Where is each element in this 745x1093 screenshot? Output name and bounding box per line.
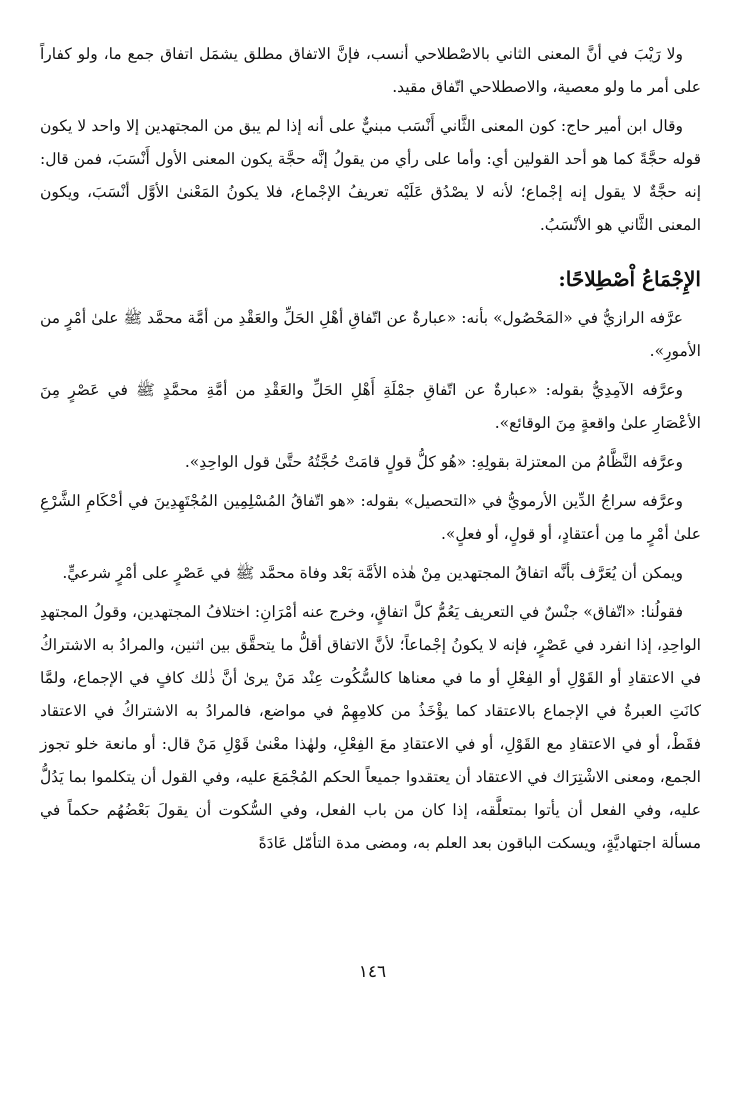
paragraph-5: وعرَّفه النَّظَّامُ من المعتزلة بقولِهِ: «هُو كلُّ قولٍ قامَتْ حُجَّتُهُ حتَّىٰ قول الواحِدِ». — [184, 453, 683, 471]
paragraph-8: فقولُنا: «اتّفاق» جنْسٌ في التعريف يَعُمُّ كلَّ اتفاقٍ، وخرج عنه أمْرَانِ: اختلافُ المجتهدين، وقولُ المجتهدِ الواحِدِ، إذا انفرد في عَصْرٍ، فإنه لا يكونُ إجْماعاً؛ لأنَّ الاتفاق أقلُّ ما يتحقَّق بين اثنين، والمرادُ به الاشتراكُ في الاعتقادِ أو القَوْلِ أو الفِعْلِ أو ما في معناها كالسُّكُوت عِنْد مَنْ يرىٰ أنَّ ذٰلك كافٍ في الإجماع، ولمَّا كانَتِ العبرةُ في الإجماع بالاعتقاد كما يؤْخَذُ من كلامِهِمْ في مواضع، فالمرادُ به الاشتراكُ في الاعتقاد فقَطْ، أو في الاعتقادِ مع القَوْلِ، أو في الاعتقادِ معَ الفِعْلِ، ولهٰذا معْنىٰ قَوْلِ مَنْ قال: أو مانعة خلو تجوز الجمع، ومعنى الاشْتِرَاك في الاعتقاد أن يعتقدوا جميعاً الحكم المُجْمَعَ عليه، وفي القول أن يتكلموا بما يَدُلُّ عليه، وفي الفعل أن يأتوا بمتعلَّقه، إذا كان من باب الفعل، وفي السُّكوت أن يقولَ بَعْضُهُم حكماً في مسألة اجتهاديَّةٍ، ويسكت الباقون بعد العلم به، ومضى مدة التأمّل عَادَةً — [40, 603, 701, 852]
page-number: ١٤٦ — [358, 962, 387, 982]
section-heading: الإِجْمَاعُ اْصْطِلاحًا: — [558, 267, 701, 291]
paragraph-3: عرَّفه الرازيُّ في «المَحْصُول» بأنه: «عبارةٌ عن اتّفاقِ أهْلِ الحَلِّ والعَقْدِ من أمَّة محمَّد ﷺ علىٰ أمْرٍ من الأمورِ». — [40, 309, 701, 360]
paragraph-7: ويمكن أن يُعَرَّف بأنَّه اتفاقُ المجتهدين مِنْ هٰذه الأمَّة بَعْد وفاة محمَّد ﷺ في عَصْرٍ على أمْرٍ شرعيٍّ. — [62, 564, 683, 582]
paragraph-6: وعرَّفه سراجُ الدِّين الأرمويُّ في «التحصيل» بقوله: «هو اتّفاقُ المُسْلِمِين المُجْتَهِدِينَ في أحْكَامِ الشَّرْعِ علىٰ أمْرٍ ما مِن أعتقادٍ، أو قولٍ، أو فعلٍ». — [40, 492, 701, 543]
paragraph-1: ولا رَيْبَ في أنَّ المعنى الثاني بالاصْطلاحي أنسب، فإنَّ الاتفاق مطلق يشمَل اتفاق جمع ما، ولو كفاراً على أمر ما ولو معصية، والاصطلاحي اتّفاق مقيد. — [40, 45, 701, 96]
paragraph-4: وعرَّفه الآمِدِيُّ بقوله: «عبارةٌ عن اتّفاقِ جمْلَةِ أَهْلِ الحَلِّ والعَقْدِ من أمَّةِ محمَّدٍ ﷺ في عَصْرٍ مِنَ الأعْصَارِ علىٰ واقعةٍ مِنَ الوقائع». — [40, 381, 701, 432]
paragraph-2: وقال ابن أمير حاج: كون المعنى الثَّاني أَنْسَب مبنيٌّ على أنه إذا لم يبق من المجتهدين إلا واحد لا يكون قوله حجَّةً كما هو أحد القولين أي: وأما على رأي من يقولُ إنَّه حجَّة يكون المعنى الأول أَنْسَبَ، فمن قال: إنه حجَّةٌ لا يقول إنه إجْماع؛ لأنه لا يصْدُق عَلَيْه تعريفُ الإجْماع، فلا يكونُ المَعْنىٰ الأوَّل أنْسَبَ، ويكون المعنى الثَّاني هو الأنْسَبُ. — [40, 117, 701, 234]
